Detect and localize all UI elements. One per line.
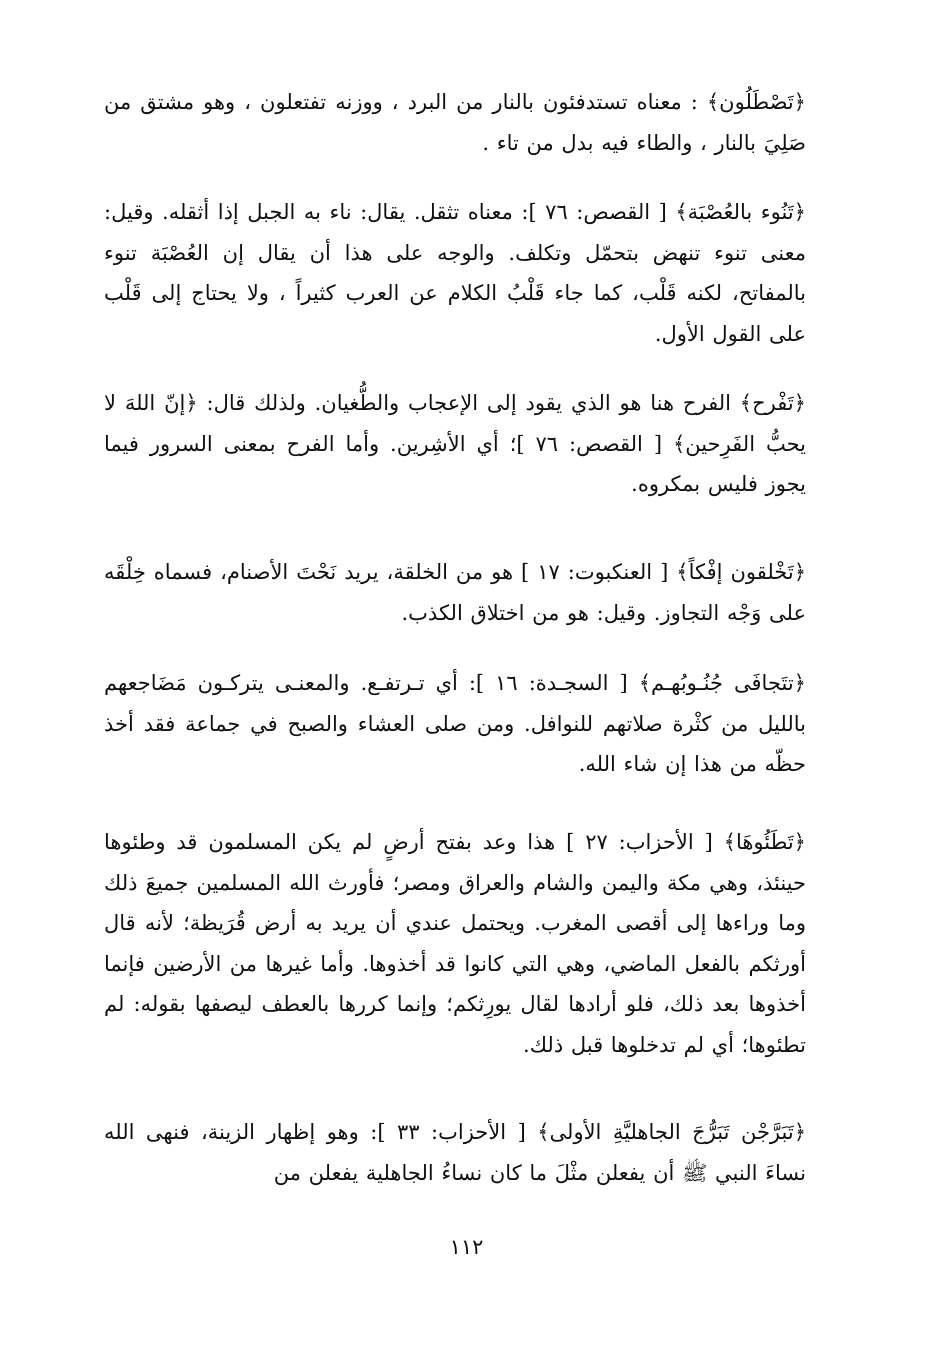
- entry-tatajafa-junoubuhum: ﴿تتَجافَى جُنُـوبُهـم﴾ [ السجـدة: ١٦ ]: أي تـرتفـع. والمعنـى يتركـون مَضَاجعهم بالليل من كثْرة صلاتهم للنوافل. ومن صلى العشاء والصبح في جماعة فقد أخذ حظّه من هذا إن شاء الله.: [104, 671, 806, 776]
- entry-tastaloun: ﴿تَصْطَلُون﴾ : معناه تستدفئون بالنار من البرد ، ووزنه تفتعلون ، وهو مشتق من صَلِيَ بالنار ، والطاء فيه بدل من تاء .: [104, 90, 806, 155]
- entry-tataouha: ﴿تَطَئُوهَا﴾ [ الأحزاب: ٢٧ ] هذا وعد بفتح أرضٍ لم يكن المسلمون قد وطئوها حينئذ، وهي مكة واليمن والشام والعراق ومصر؛ فأورث الله المسلمين جميعَ ذلك وما وراءها إلى أقصى المغرب. ويحتمل عندي أن يريد به أرض قُرَيظة؛ لأنه قال أورثكم بالفعل الماضي، وهي التي كانوا قد أخذوها. وأما غيرها من الأرضين فإنما أخذوها بعد ذلك، فلو أرادها لقال يورِثكم؛ وإنما كررها بالعطف ليصفها بقوله: لم تطئوها؛ أي لم تدخلوها قبل ذلك.: [104, 830, 806, 1057]
- entry-takhluqoun-ifkan: ﴿تَخْلقون إفْكاً﴾ [ العنكبوت: ١٧ ] هو من الخلقة، يريد نَحْتَ الأصنام، فسماه خِلْقَه على وَجْه التجاوز. وقيل: هو من اختلاق الكذب.: [104, 560, 807, 625]
- entry-tabarrajna: ﴿تَبَرَّجْن تَبَرُّجَ الجاهليَّةِ الأولى﴾ [ الأحزاب: ٣٣ ]: وهو إظهار الزينة، فنهى الله نساءَ النبي ﷺ أن يفعلن مثْلَ ما كان نساءُ الجاهلية يفعلن من: [104, 1120, 806, 1185]
- page-number: ١١٢: [449, 1235, 484, 1259]
- entry-tafrah: ﴿تَفْرح﴾ الفرح هنا هو الذي يقود إلى الإعجاب والطُّغيان. ولذلك قال: ﴿إنّ اللهَ لا يحبُّ الفَرِحين﴾ [ القصص: ٧٦ ]؛ أي الأشِرين. وأما الفرح بمعنى السرور فيما يجوز فليس بمكروه.: [104, 391, 806, 496]
- entry-tanou-bil-usba: ﴿تَنُوء بالعُصْبَة﴾ [ القصص: ٧٦ ]: معناه تثقل. يقال: ناء به الجبل إذا أثقله. وقيل: معنى تنوء تنهض بتحمّل وتكلف. والوجه على هذا أن يقال إن العُصْبَة تنوء بالمفاتح، لكنه قَلْب، كما جاء قَلْبُ الكلام عن العرب كثيراً ، ولا يحتاج إلى قَلْب على القول الأول.: [104, 200, 806, 346]
